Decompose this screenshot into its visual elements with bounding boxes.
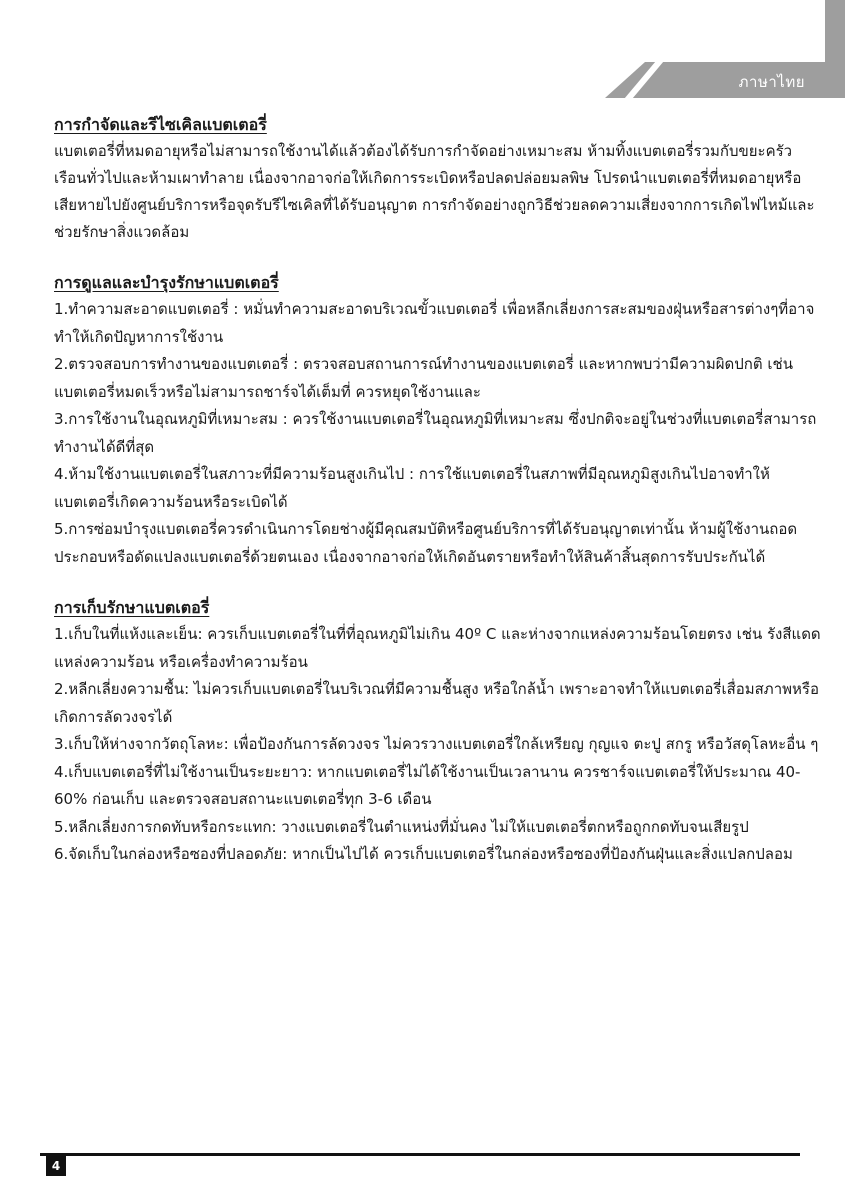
list-item: 5.หลีกเลี่ยงการกดทับหรือกระแทก: วางแบตเตอรี่ในตำแหน่งที่มั่นคง ไม่ให้แบตเตอรี่ตกหรือถูกกดทับจนเสียรูป [54, 817, 749, 836]
list-item: 4.เก็บแบตเตอรี่ที่ไม่ใช้งานเป็นระยะยาว: หากแบตเตอรี่ไม่ได้ใช้งานเป็นเวลานาน ควรชาร์จแบตเตอรี่ให้ประมาณ 40-60% ก่อนเก็บ และตรวจสอบสถานะแบตเตอรี่ทุก 3-6 เดือน [54, 762, 801, 808]
list-item: 1.เก็บในที่แห้งและเย็น: ควรเก็บแบตเตอรี่ในที่ที่อุณหภูมิไม่เกิน 40º C และห่างจากแหล่งความร้อนโดยตรง เช่น รังสีแดด แหล่งความร้อน หรือเครื่องทำความร้อน [54, 625, 821, 671]
list-item: 3.การใช้งานในอุณหภูมิที่เหมาะสม : ควรใช้งานแบตเตอรี่ในอุณหภูมิที่เหมาะสม ซึ่งปกติจะอยู่ในช่วงที่แบตเตอรี่สามารถทำงานได้ดีที่สุด [54, 410, 817, 456]
list-item: 4.ห้ามใช้งานแบตเตอรี่ในสภาวะที่มีความร้อนสูงเกินไป : การใช้แบตเตอรี่ในสภาพที่มีอุณหภูมิสูงเกินไปอาจทำให้แบตเตอรี่เกิดความร้อนหรือระเบิดได้ [54, 465, 770, 511]
list-item: 1.ทำความสะอาดแบตเตอรี่ : หมั่นทำความสะอาดบริเวณขั้วแบตเตอรี่ เพื่อหลีกเลี่ยงการสะสมของฝุ่นหรือสารต่างๆที่อาจทำให้เกิดปัญหาการใช้งาน [54, 300, 815, 346]
section-title: การเก็บรักษาแบตเตอรี่ [54, 598, 210, 617]
list-item: 6.จัดเก็บในกล่องหรือซองที่ปลอดภัย: หากเป็นไปได้ ควรเก็บแบตเตอรี่ในกล่องหรือซองที่ป้องกันฝุ่นและสิ่งแปลกปลอม [54, 845, 793, 863]
list-item: 2.ตรวจสอบการทำงานของแบตเตอรี่ : ตรวจสอบสถานการณ์ทำงานของแบตเตอรี่ และหากพบว่ามีความผิดปกติ เช่น แบตเตอรี่หมดเร็วหรือไม่สามารถชาร์จได้เต็มที่ ควรหยุดใช้งานและ [54, 355, 793, 401]
section-paragraph: แบตเตอรี่ที่หมดอายุหรือไม่สามารถใช้งานได้แล้วต้องได้รับการกำจัดอย่างเหมาะสม ห้ามทิ้งแบตเตอรี่รวมกับขยะครัวเรือนทั่วไปและห้ามเผาทำลาย เนื่องจากอาจก่อให้เกิดการระเบิดหรือปลดปล่อยมลพิษ โปรดนำแบตเตอรี่ที่หมดอายุหรือเสียหายไปยังศูนย์บริการหรือจุดรับรีไซเคิลที่ได้รับอนุญาต การกำจัดอย่างถูกวิธีช่วยลดความเสี่ยงจากการเกิดไฟไหม้และช่วยรักษาสิ่งแวดล้อม [54, 142, 815, 241]
section-title: การกำจัดและรีไซเคิลแบตเตอรี่ [54, 115, 267, 134]
footer-rule [40, 1153, 800, 1156]
section-maintenance [54, 270, 824, 571]
section-storage [54, 595, 824, 869]
section-title: การดูแลและบำรุงรักษาแบตเตอรี่ [54, 273, 279, 292]
list-item: 5.การซ่อมบำรุงแบตเตอรี่ควรดำเนินการโดยช่างผู้มีคุณสมบัติหรือศูนย์บริการที่ได้รับอนุญาตเท่านั้น ห้ามผู้ใช้งานถอดประกอบหรือดัดแปลงแบตเตอรี่ด้วยตนเอง เนื่องจากอาจก่อให้เกิดอันตรายหรือทำให้สินค้าสิ้นสุดการรับประกันได้ [54, 520, 798, 566]
page-number: 4 [46, 1156, 66, 1176]
list-item: 2.หลีกเลี่ยงความชื้น: ไม่ควรเก็บแบตเตอรี่ในบริเวณที่มีความชื้นสูง หรือใกล้น้ำ เพราะอาจทำให้แบตเตอรี่เสื่อมสภาพหรือเกิดการลัดวงจรได้ [54, 680, 819, 726]
language-label: ภาษาไทย [738, 73, 805, 91]
document-body [54, 112, 824, 893]
list-item: 3.เก็บให้ห่างจากวัตถุโลหะ: เพื่อป้องกันการลัดวงจร ไม่ควรวางแบตเตอรี่ใกล้เหรียญ กุญแจ ตะปู สกรู หรือวัสดุโลหะอื่น ๆ [54, 735, 819, 753]
corner-tab [825, 0, 845, 62]
section-disposal [54, 112, 824, 246]
